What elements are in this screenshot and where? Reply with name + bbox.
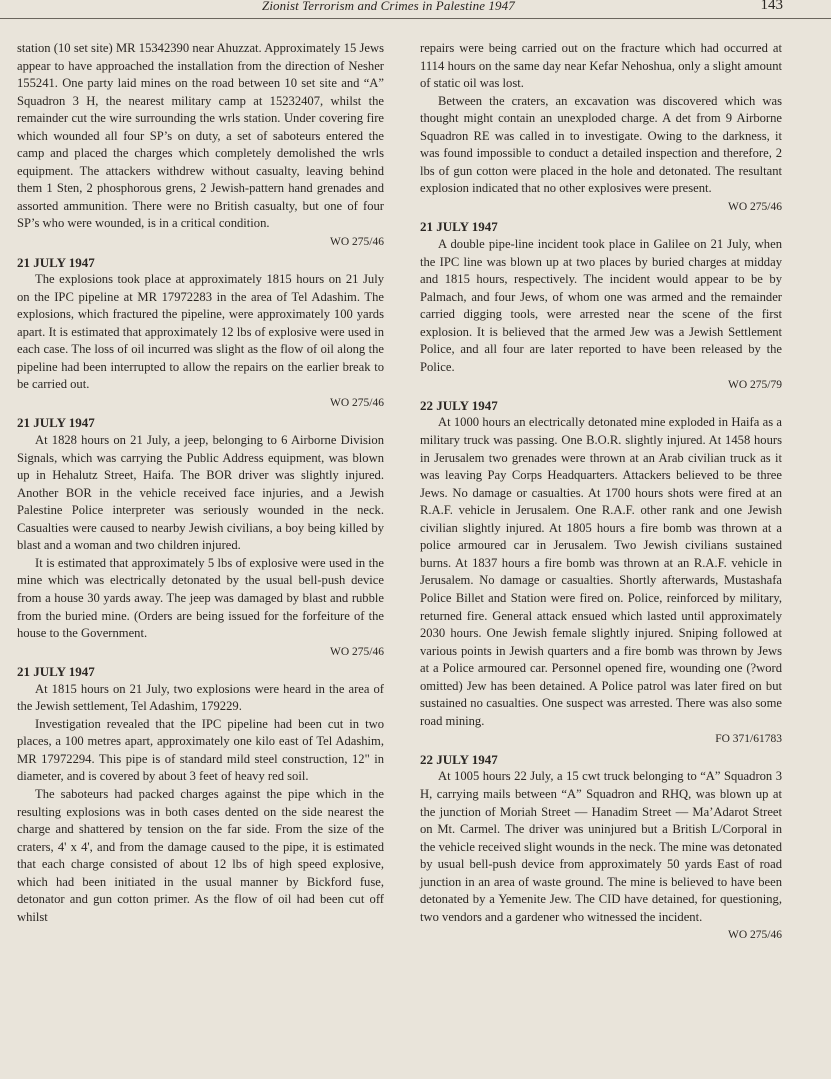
paragraph: station (10 set site) MR 15342390 near Ahuzzat. Approximately 15 Jews appear to have approached the installation from the direction of Nesher 155241. One party laid mines on the road between 10 set site and “A” Squadron 3 H, the nearest military camp at 15232407, whilst the remainder cut the wire surrounding the wrls station. Under covering fire which wounded all four SP’s on duty, a set of saboteurs entered the camp and placed the charges which completely demolished the wrls equipment. The attackers withdrew without casualty, leaving behind them 1 Sten, 2 phosphorous grens, 2 Jewish-pattern hand grenades and assorted ammunition. There were no British casualty, but one of four SP’s who were wounded, is in a critical condition. <box>17 41 384 231</box>
source-reference: WO 275/46 <box>728 200 782 213</box>
paragraph: The explosions took place at approximately 1815 hours on 21 July on the IPC pipeline at MR 17972283 in the area of Tel Adashim. The explosions, which fractured the pipeline, were approximately 100 yards apart. It is estimated that approximately 12 lbs of explosive were used in each case. The loss of oil incurred was slight as the flow of oil along the pipeline had been interrupted to allow the repairs on the earlier break to be carried out. <box>17 272 384 392</box>
paragraph: A double pipe-line incident took place in Galilee on 21 July, when the IPC line was blown up at two places by buried charges at midday and 1815 hours, respectively. The incident would appear to be by Palmach, and four Jews, of whom one was armed and the remainder carried digging tools, were arrested near the scene of the first explosion. It is believed that the armed Jew was a Jewish Settlement Police, and all four are later reported to have been released by the Police. <box>420 237 782 374</box>
source-reference: FO 371/61783 <box>715 733 782 746</box>
paragraph: Between the craters, an excavation was discovered which was thought might contain an unexploded charge. A det from 9 Airborne Squadron RE was called in to investigate. Owing to the darkness, it was found impossible to conduct a detailed inspection and therefore, 2 lbs of gun cotton were placed in the hole and detonated. The resultant explosion indicated that no other explosives were present. <box>420 93 782 196</box>
entry-date-heading: 21 JULY 1947 <box>17 415 95 431</box>
entry-date-heading: 21 JULY 1947 <box>420 219 498 235</box>
source-reference: WO 275/46 <box>728 929 782 942</box>
source-reference: WO 275/46 <box>330 236 384 249</box>
entry-date-heading: 21 JULY 1947 <box>17 254 95 270</box>
left-column <box>17 40 384 926</box>
header-rule <box>0 18 831 19</box>
right-column <box>420 40 782 947</box>
source-reference: WO 275/46 <box>330 645 384 658</box>
paragraph: At 1005 hours 22 July, a 15 cwt truck belonging to “A” Squadron 3 H, carrying mails between “A” Squadron and RHQ, was blown up at the junction of Moriah Street — Hanadim Street — Ma’Adarot Street on Mt. Carmel. The driver was uninjured but a British L/Corporal in the vehicle received slight wounds in the neck. The mine was detonated by usual bell-push device from approximately 50 yards East of road junction in an area of waste ground. The mine is believed to have been detonated by a Yemenite Jew. The CID have detained, for questioning, two vendors and a gardener who witnessed the incident. <box>420 769 782 924</box>
paragraph: repairs were being carried out on the fracture which had occurred at 1114 hours on the same day near Kefar Nehoshua, only a slight amount of static oil was lost. <box>420 41 782 91</box>
paragraph: It is estimated that approximately 5 lbs of explosive were used in the mine which was electrically detonated by the usual bell-push device from a house 30 yards away. The jeep was damaged by blast and rubble from the buried mine. (Orders are being issued for the forfeiture of the house to the Government. <box>17 555 384 641</box>
paragraph: At 1815 hours on 21 July, two explosions were heard in the area of the Jewish settlement, Tel Adashim, 179229. <box>17 681 384 714</box>
running-title: Zionist Terrorism and Crimes in Palestine 1947 <box>262 0 515 13</box>
paragraph: The saboteurs had packed charges against the pipe which in the resulting explosions was in both cases dented on the side nearest the charge and shattered by tension on the far side. From the size of the craters, 4' x 4', and from the damage caused to the pipe, it is estimated that each charge consisted of about 12 lbs of high speed explosive, which had been initiated in the usual manner by Bickford fuse, detonator and gun cotton primer. As the flow of oil had been cut off whilst <box>17 786 384 924</box>
page-number: 143 <box>760 0 783 13</box>
entry-date-heading: 21 JULY 1947 <box>17 664 95 680</box>
paragraph: At 1828 hours on 21 July, a jeep, belonging to 6 Airborne Division Signals, which was carrying the Public Address equipment, was blown up in Hehalutz Street, Haifa. The BOR driver was slightly injured. Another BOR in the vehicle received face injuries, and a Jewish Palestine Police interpreter was seriously wounded in the neck. Casualties were caused to nearby Jewish civilians, a boy being killed by blast and a woman and two children injured. <box>17 433 384 553</box>
paragraph: Investigation revealed that the IPC pipeline had been cut in two places, a 100 metres apart, approximately one kilo east of Tel Adashim, MR 17972294. This pipe is of standard mild steel construction, 12" in diameter, and is covered by about 3 feet of heavy red soil. <box>17 716 384 784</box>
entry-date-heading: 22 JULY 1947 <box>420 397 498 413</box>
entry-date-heading: 22 JULY 1947 <box>420 751 498 767</box>
source-reference: WO 275/46 <box>330 396 384 409</box>
paragraph: At 1000 hours an electrically detonated mine exploded in Haifa as a military truck was passing. One B.O.R. slightly injured. At 1458 hours in Jerusalem two grenades were thrown at an Arab civilian truck as it was leaving Pay Corps Headquarters. Attackers believed to be three Jews. No damage or casualties. At 1700 hours shots were fired at an R.A.F. vehicle in Jerusalem. One R.A.F. other rank and one Jewish civilian slightly injured. At 1805 hours a fire bomb was thrown at a police armoured car in Jerusalem. Two Jewish civilians sustained burns. At 1837 hours a fire bomb was thrown at an R.A.F. vehicle in Jerusalem. No damage or casualties. Shortly afterwards, Mustashafa Police Billet and Station were fired on. Police, reinforced by military, returned fire. General attack ensued which lasted until approximately 2030 hours. One Jewish female slightly injured. Sniping followed at various points in Jewish quarters and a fire bomb was thrown by Jews at a Police armoured car. Personnel opened fire, wounding one (?word omitted) Jew has been detained. A Police patrol was later fired on but sustained no casualties. One suspect was arrested. There was also some road mining. <box>420 415 782 728</box>
source-reference: WO 275/79 <box>728 379 782 392</box>
running-header <box>0 0 831 20</box>
